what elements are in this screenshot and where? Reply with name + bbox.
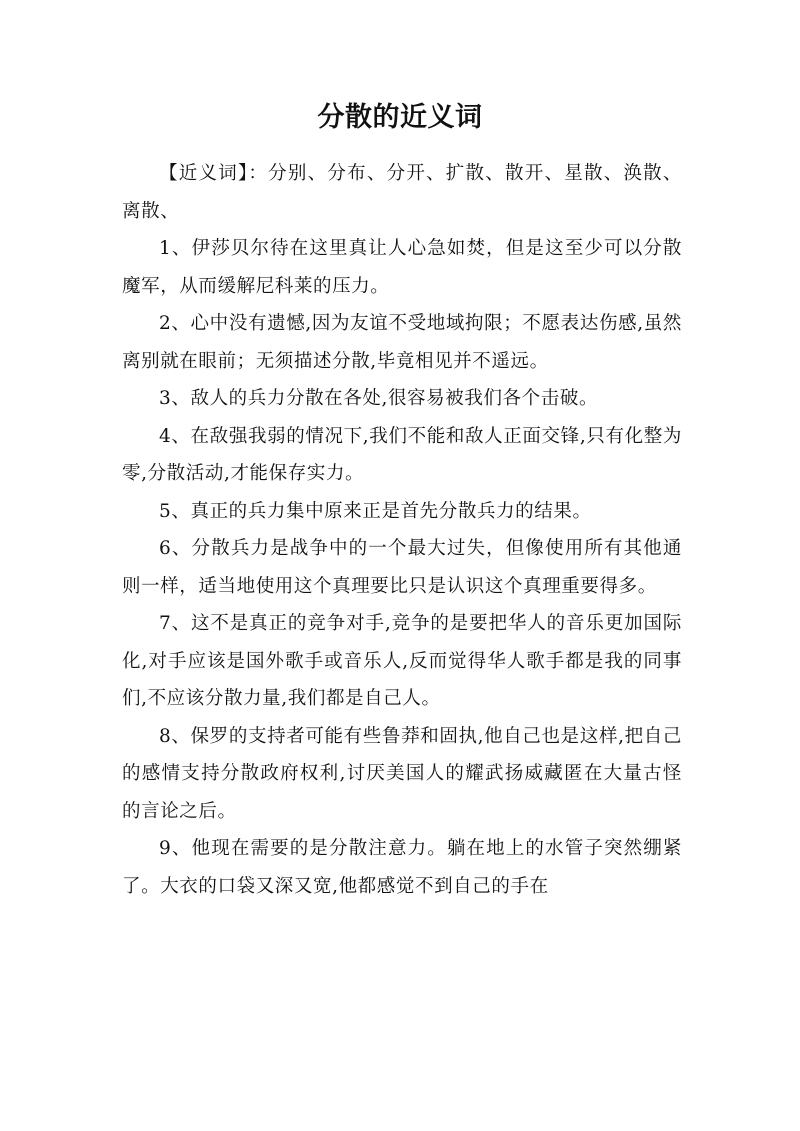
- paragraph-example-4: 4、在敌强我弱的情况下,我们不能和敌人正面交锋,只有化整为零,分散活动,才能保存实力。: [122, 425, 682, 484]
- paragraph-example-9: 9、他现在需要的是分散注意力。躺在地上的水管子突然绷紧了。大衣的口袋又深又宽,他都感觉不到自己的手在: [122, 838, 682, 897]
- document-body: [122, 155, 682, 905]
- paragraph-example-1: 1、伊莎贝尔待在这里真让人心急如焚，但是这至少可以分散魔军，从而缓解尼科莱的压力。: [122, 238, 682, 297]
- paragraph-example-7: 7、这不是真正的竞争对手,竞争的是要把华人的音乐更加国际化,对手应该是国外歌手或音乐人,反而觉得华人歌手都是我的同事们,不应该分散力量,我们都是自己人。: [122, 613, 682, 709]
- paragraph-example-5: 5、真正的兵力集中原来正是首先分散兵力的结果。: [159, 500, 592, 522]
- paragraph-example-8: 8、保罗的支持者可能有些鲁莽和固执,他自己也是这样,把自己的感情支持分散政府权利,讨厌美国人的耀武扬威藏匿在大量古怪的言论之后。: [122, 725, 682, 822]
- paragraph-synonyms: 【近义词】：分别、分布、分开、扩散、散开、星散、涣散、离散、: [122, 163, 682, 222]
- paragraph-example-3: 3、敌人的兵力分散在各处,很容易被我们各个击破。: [159, 388, 599, 409]
- paragraph-example-2: 2、心中没有遗憾,因为友谊不受地域拘限；不愿表达伤感,虽然离别就在眼前；无须描述分散,毕竟相见并不遥远。: [122, 313, 682, 372]
- document-title: 分散的近义词: [317, 102, 483, 133]
- paragraph-example-6: 6、分散兵力是战争中的一个最大过失，但像使用所有其他通则一样，适当地使用这个真理要比只是认识这个真理重要得多。: [122, 538, 682, 597]
